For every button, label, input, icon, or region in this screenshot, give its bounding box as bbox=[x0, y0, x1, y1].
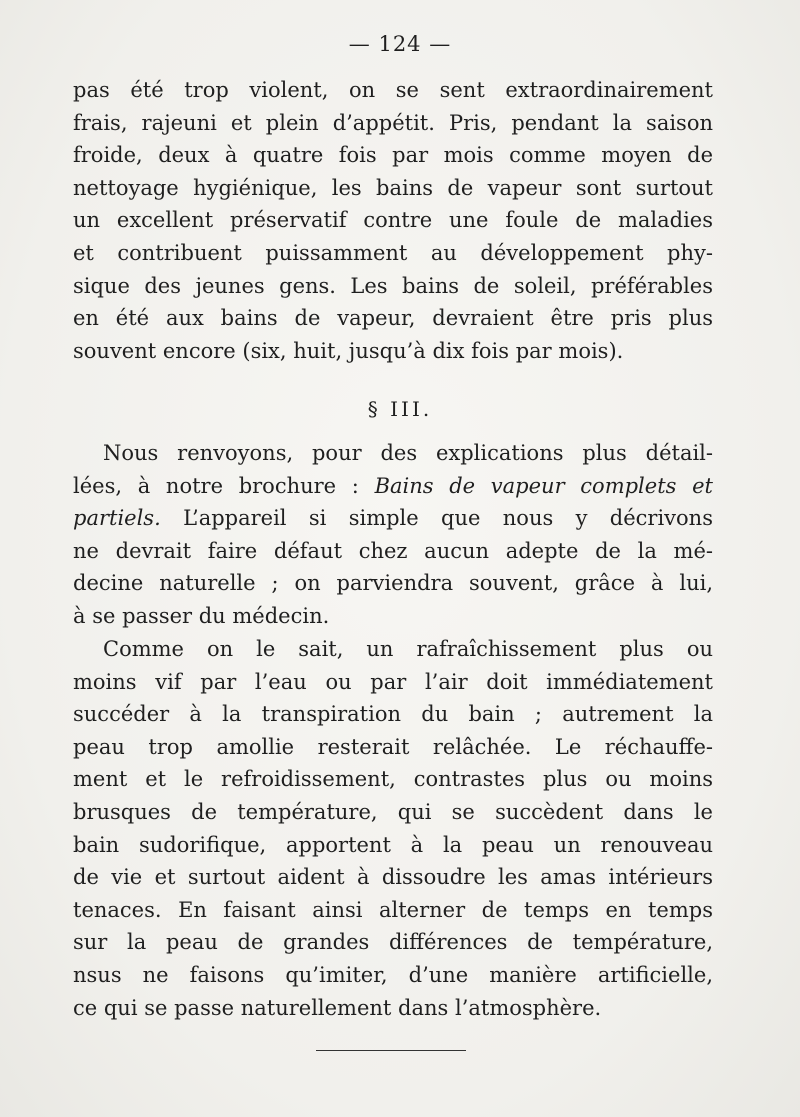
text-line: frais, rajeuni et plein d’appétit. Pris, pendant la saison bbox=[73, 110, 713, 135]
text-line: sique des jeunes gens. Les bains de soleil, préférables bbox=[73, 273, 713, 298]
text-line: ne devrait faire défaut chez aucun adepte de la mé- bbox=[73, 538, 713, 563]
text-line: tenaces. En faisant ainsi alterner de temps en temps bbox=[73, 897, 713, 922]
text-line: Nous renvoyons, pour des explications plus détail- bbox=[103, 441, 713, 465]
text-line: succéder à la transpiration du bain ; autrement la bbox=[73, 702, 713, 727]
text-line: à se passer du médecin. bbox=[73, 603, 330, 628]
text-line: Comme on le sait, un rafraîchissement plus ou bbox=[103, 637, 713, 661]
text-line: bain sudorifique, apportent à la peau un renouveau bbox=[73, 832, 713, 857]
text-line: en été aux bains de vapeur, devraient être pris plus bbox=[73, 306, 713, 331]
text-line: moins vif par l’eau ou par l’air doit immédiatement bbox=[73, 669, 713, 694]
text-line: ment et le refroidissement, contrastes plus ou moins bbox=[73, 767, 713, 792]
text-line: pas été trop violent, on se sent extraordinairement bbox=[73, 78, 713, 102]
text-line bbox=[73, 502, 713, 535]
text-line: brusques de température, qui se succèdent dans le bbox=[73, 799, 713, 824]
text-line: de vie et surtout aident à dissoudre les amas intérieurs bbox=[73, 865, 713, 890]
text-line: un excellent préservatif contre une foule de maladies bbox=[73, 208, 713, 233]
text-line: nettoyage hygiénique, les bains de vapeur sont surtout bbox=[73, 175, 713, 200]
text-line: decine naturelle ; on parviendra souvent, grâce à lui, bbox=[73, 571, 713, 596]
page-number: — 124 — bbox=[348, 32, 452, 56]
text-run: lées, à notre brochure : bbox=[73, 473, 375, 498]
text-line: nsus ne faisons qu’imiter, d’une manière artificielle, bbox=[73, 962, 713, 987]
paragraph-continued bbox=[73, 74, 713, 367]
paragraph-brochure bbox=[73, 437, 713, 633]
text-line: sur la peau de grandes différences de température, bbox=[73, 930, 713, 955]
text-run: L’appareil si simple que nous y décrivons bbox=[160, 506, 713, 531]
paragraph-cooling bbox=[73, 633, 713, 1024]
text-line bbox=[73, 470, 713, 503]
text-line: peau trop amollie resterait relâchée. Le réchauffe- bbox=[73, 734, 713, 759]
section-heading: § III. bbox=[367, 397, 433, 421]
text-line: ce qui se passe naturellement dans l’atmosphère. bbox=[73, 995, 602, 1020]
text-line: souvent encore (six, huit, jusqu’à dix fois par mois). bbox=[73, 338, 624, 363]
closing-rule bbox=[316, 1050, 466, 1051]
brochure-title: Bains de vapeur complets et bbox=[374, 473, 713, 498]
text-line: et contribuent puissamment au développement phy- bbox=[73, 240, 713, 265]
brochure-title-end: partiels. bbox=[73, 506, 161, 531]
text-line: froide, deux à quatre fois par mois comme moyen de bbox=[73, 143, 713, 168]
